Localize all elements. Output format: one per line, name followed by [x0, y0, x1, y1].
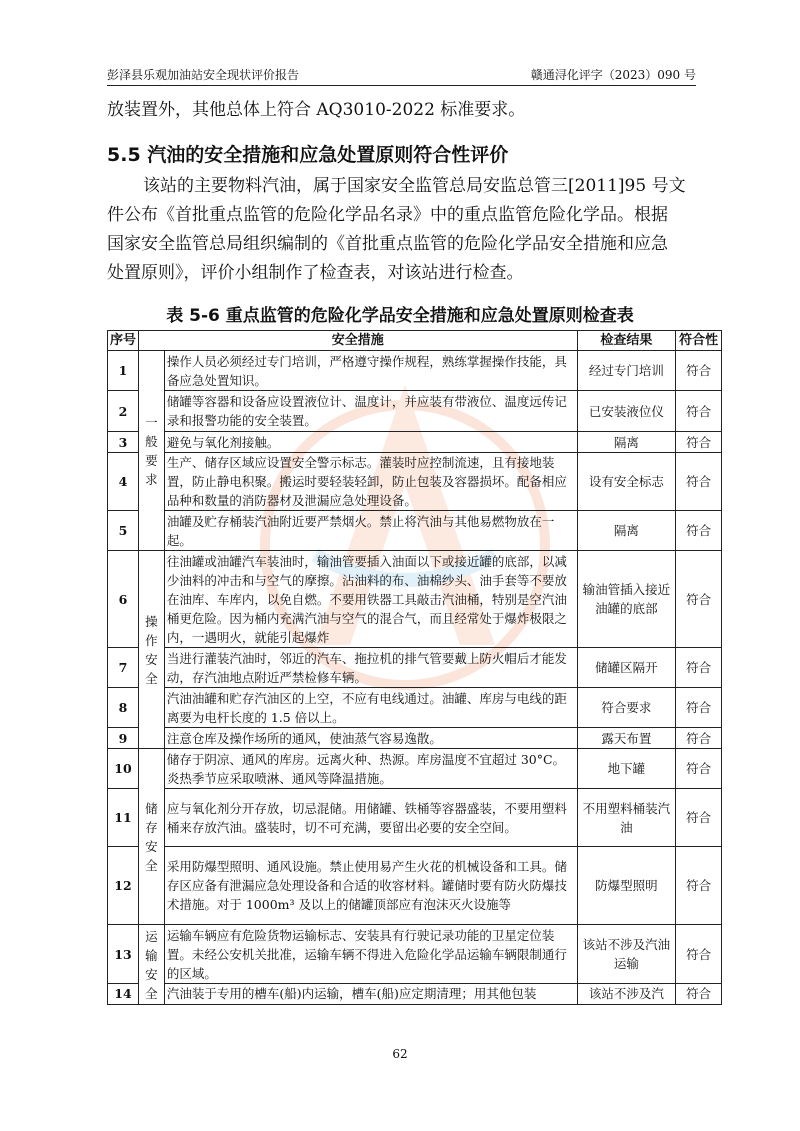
row-result: 该站不涉及汽油运输 — [577, 925, 676, 984]
row-measure: 汽油油罐和贮存汽油区的上空，不应有电线通过。油罐、库房与电线的距离要为电杆长度的 1.5 倍以上。 — [164, 688, 577, 728]
row-no: 12 — [108, 847, 139, 925]
row-status: 符合 — [676, 351, 722, 391]
row-no: 13 — [108, 925, 139, 984]
check-table — [107, 330, 722, 1005]
report-number: 赣通浔化评字（2023）090 号 — [530, 68, 696, 82]
report-title: 彭泽县乐观加油站安全现状评价报告 — [107, 68, 300, 82]
row-status: 符合 — [676, 688, 722, 728]
category-storage: 储存安全 — [138, 749, 164, 925]
row-result: 经过专门培训 — [577, 351, 676, 391]
row-result: 该站不涉及汽 — [577, 984, 676, 1005]
row-measure: 采用防爆型照明、通风设施。禁止使用易产生火花的机械设备和工具。储存区应备有泄漏应急处理设备和合适的收容材料。罐储时要有防火防爆技术措施。对于 1000m³ 及以上的储罐顶部应有泡沫灭火设施等 — [164, 847, 577, 925]
row-status: 符合 — [676, 749, 722, 789]
row-measure: 油罐及贮存桶装汽油附近要严禁烟火。禁止将汽油与其他易燃物放在一起。 — [164, 511, 577, 551]
row-no: 7 — [108, 648, 139, 688]
header-measure: 安全措施 — [138, 331, 577, 351]
table-row — [108, 648, 722, 688]
row-measure: 应与氧化剂分开存放，切忌混储。用储罐、铁桶等容器盛装，不要用塑料桶来存放汽油。盛装时，切不可充满，要留出必要的安全空间。 — [164, 789, 577, 847]
table-row — [108, 688, 722, 728]
page-number: 62 — [392, 1047, 408, 1061]
row-result: 符合要求 — [577, 688, 676, 728]
row-result: 输油管插入接近油罐的底部 — [577, 551, 676, 648]
row-measure: 往油罐或油罐汽车装油时，输油管要插入油面以下或接近罐的底部，以减少油料的冲击和与空气的摩擦。沾油料的布、油棉纱头、油手套等不要放在油库、车库内，以免自燃。不要用铁器工具敲击汽油桶，特别是空汽油桶更危险。因为桶内充满汽油与空气的混合气，而且经常处于爆炸极限之内，一遇明火，就能引起爆炸 — [164, 551, 577, 648]
row-status: 符合 — [676, 925, 722, 984]
intro-line: 放装置外，其他总体上符合 AQ3010-2022 标准要求。 — [107, 100, 526, 120]
row-no: 1 — [108, 351, 139, 391]
row-status: 符合 — [676, 847, 722, 925]
row-measure: 当进行灌装汽油时，邻近的汽车、拖拉机的排气管要戴上防火帽后才能发动，存汽油地点附近严禁检修车辆。 — [164, 648, 577, 688]
paragraph-line: 国家安全监管总局组织编制的《首批重点监管的危险化学品安全措施和应急 — [107, 234, 668, 254]
row-measure: 储罐等容器和设备应设置液位计、温度计，并应装有带液位、温度远传记录和报警功能的安全装置。 — [164, 391, 577, 432]
row-status: 符合 — [676, 984, 722, 1005]
row-no: 6 — [108, 551, 139, 648]
table-row — [108, 432, 722, 453]
row-result: 隔离 — [577, 511, 676, 551]
category-general: 一般要求 — [138, 351, 164, 551]
row-no: 5 — [108, 511, 139, 551]
paragraph-line: 处置原则》，评价小组制作了检查表，对该站进行检查。 — [107, 263, 524, 283]
row-result: 储罐区隔开 — [577, 648, 676, 688]
row-result: 防爆型照明 — [577, 847, 676, 925]
category-transport: 运输安全 — [138, 925, 164, 1005]
table-caption: 表 5-6 重点监管的危险化学品安全措施和应急处置原则检查表 — [166, 306, 634, 326]
table-row — [108, 749, 722, 789]
section-title: 5.5 汽油的安全措施和应急处置原则符合性评价 — [107, 144, 509, 166]
row-status: 符合 — [676, 391, 722, 432]
table-row — [108, 925, 722, 984]
row-result: 地下罐 — [577, 749, 676, 789]
table-row — [108, 789, 722, 847]
row-status: 符合 — [676, 648, 722, 688]
row-measure: 避免与氧化剂接触。 — [164, 432, 577, 453]
row-no: 14 — [108, 984, 139, 1005]
row-no: 8 — [108, 688, 139, 728]
row-measure: 生产、储存区域应设置安全警示标志。灌装时应控制流速，且有接地装置，防止静电积聚。搬运时要轻装轻卸，防止包装及容器损坏。配备相应品种和数量的消防器材及泄漏应急处理设备。 — [164, 453, 577, 511]
row-status: 符合 — [676, 432, 722, 453]
row-no: 2 — [108, 391, 139, 432]
row-status: 符合 — [676, 453, 722, 511]
row-result: 不用塑料桶装汽油 — [577, 789, 676, 847]
paragraph-line: 件公布《首批重点监管的危险化学品名录》中的重点监管危险化学品。根据 — [107, 205, 668, 225]
table-row — [108, 511, 722, 551]
table-row — [108, 351, 722, 391]
row-status: 符合 — [676, 511, 722, 551]
row-status: 符合 — [676, 551, 722, 648]
row-status: 符合 — [676, 728, 722, 749]
row-status: 符合 — [676, 789, 722, 847]
table-header-row — [108, 331, 722, 351]
table-row — [108, 847, 722, 925]
table-row — [108, 551, 722, 648]
row-measure: 操作人员必须经过专门培训，严格遵守操作规程，熟练掌握操作技能，具备应急处置知识。 — [164, 351, 577, 391]
row-measure: 储存于阴凉、通风的库房。远离火种、热源。库房温度不宜超过 30°C。炎热季节应采取喷淋、通风等降温措施。 — [164, 749, 577, 789]
row-no: 4 — [108, 453, 139, 511]
row-measure: 汽油装于专用的槽车(船)内运输，槽车(船)应定期清理；用其他包装 — [164, 984, 577, 1005]
header-no: 序号 — [108, 331, 139, 351]
table-row — [108, 728, 722, 749]
header-status: 符合性 — [676, 331, 722, 351]
page-header — [107, 66, 696, 86]
row-no: 9 — [108, 728, 139, 749]
table-row — [108, 391, 722, 432]
row-measure: 注意仓库及操作场所的通风，使油蒸气容易逸散。 — [164, 728, 577, 749]
row-no: 3 — [108, 432, 139, 453]
category-operation: 操作安全 — [138, 551, 164, 749]
row-measure: 运输车辆应有危险货物运输标志、安装具有行驶记录功能的卫星定位装置。未经公安机关批准，运输车辆不得进入危险化学品运输车辆限制通行的区域。 — [164, 925, 577, 984]
row-result: 隔离 — [577, 432, 676, 453]
header-result: 检查结果 — [577, 331, 676, 351]
row-result: 设有安全标志 — [577, 453, 676, 511]
row-no: 11 — [108, 789, 139, 847]
table-row — [108, 984, 722, 1005]
paragraph-line: 该站的主要物料汽油，属于国家安全监管总局安监总管三[2011]95 号文 — [143, 176, 686, 196]
row-result: 露天布置 — [577, 728, 676, 749]
table-row — [108, 453, 722, 511]
row-result: 已安装液位仪 — [577, 391, 676, 432]
row-no: 10 — [108, 749, 139, 789]
